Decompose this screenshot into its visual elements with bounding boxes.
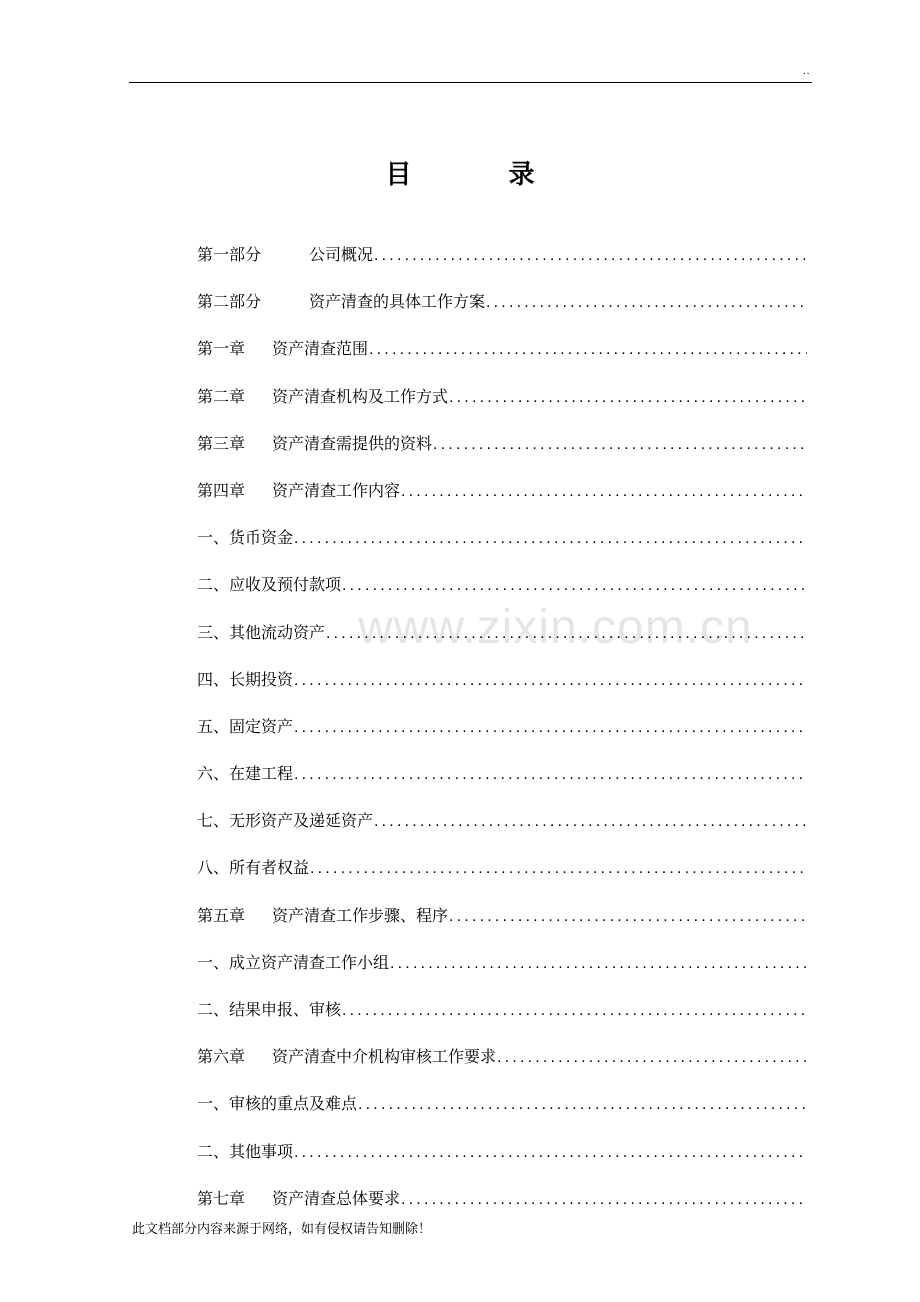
watermark: www.zixin.com.cn xyxy=(358,601,753,654)
dot-leader xyxy=(433,421,807,467)
toc-entry[interactable] xyxy=(197,325,807,372)
toc-entry-title: 一、审核的重点及难点 xyxy=(197,1094,358,1114)
toc-entry-title: 二、其他事项 xyxy=(197,1141,294,1161)
toc-entry[interactable] xyxy=(197,278,807,325)
toc-entry[interactable] xyxy=(197,750,807,797)
toc-entry[interactable] xyxy=(197,1175,807,1222)
toc-entry[interactable] xyxy=(197,797,807,844)
toc-entry[interactable] xyxy=(197,892,807,939)
toc-entry[interactable] xyxy=(197,703,807,750)
dot-leader xyxy=(449,893,807,939)
toc-entry[interactable] xyxy=(197,844,807,891)
toc-entry[interactable] xyxy=(197,420,807,467)
toc-entry-prefix: 第四章 xyxy=(197,480,246,500)
toc-entry[interactable] xyxy=(197,1033,807,1080)
dot-leader xyxy=(294,657,807,703)
dot-leader xyxy=(326,610,807,656)
toc-entry-title: 三、其他流动资产 xyxy=(197,622,326,642)
dot-leader xyxy=(342,987,807,1033)
dot-leader xyxy=(358,1081,807,1127)
page-title: 目 录 xyxy=(385,160,579,190)
toc-entry-prefix: 第三章 xyxy=(197,433,246,453)
toc-entry-title: 二、结果申报、审核 xyxy=(197,1000,342,1019)
toc-entry[interactable] xyxy=(197,514,807,561)
toc-entry-title: 八、所有者权益 xyxy=(197,858,310,878)
dot-leader xyxy=(342,562,807,608)
toc-entry[interactable] xyxy=(197,986,807,1033)
toc-entry-title: 六、在建工程 xyxy=(197,764,294,784)
toc-entry-title: 资产清查工作步骤、程序 xyxy=(272,905,449,925)
table-of-contents xyxy=(197,231,807,1222)
dot-leader xyxy=(401,1176,807,1222)
toc-entry-prefix: 第七章 xyxy=(197,1188,246,1208)
dot-leader xyxy=(374,232,807,278)
dot-leader xyxy=(401,468,807,514)
toc-entry[interactable] xyxy=(197,1128,807,1175)
dot-leader xyxy=(294,1129,807,1175)
toc-entry-title: 四、长期投资 xyxy=(197,669,294,689)
toc-entry-title: 七、无形资产及递延资产 xyxy=(197,811,374,831)
dot-leader xyxy=(497,1034,807,1080)
toc-entry-title: 资产清查需提供的资料 xyxy=(272,433,433,453)
toc-entry-prefix: 第五章 xyxy=(197,905,246,925)
dot-leader xyxy=(486,279,807,325)
toc-entry[interactable] xyxy=(197,656,807,703)
toc-entry-title: 一、货币资金 xyxy=(197,528,294,548)
toc-entry-prefix: 第六章 xyxy=(197,1047,246,1067)
dot-leader xyxy=(310,845,807,891)
header-rule xyxy=(129,82,812,83)
header-mark: .. xyxy=(803,66,811,77)
toc-entry-title: 资产清查中介机构审核工作要求 xyxy=(272,1047,497,1067)
toc-entry-title: 公司概况 xyxy=(309,245,374,264)
dot-leader xyxy=(294,515,807,561)
toc-entry-prefix: 第一章 xyxy=(197,339,246,359)
dot-leader xyxy=(374,798,807,844)
toc-entry-title: 资产清查范围 xyxy=(272,339,369,359)
toc-entry-title: 五、固定资产 xyxy=(197,716,294,736)
toc-entry-prefix: 第二部分 xyxy=(197,292,262,312)
dot-leader xyxy=(369,326,807,372)
toc-entry[interactable] xyxy=(197,609,807,656)
toc-entry-title: 资产清查工作内容 xyxy=(272,480,401,500)
toc-entry-title: 资产清查总体要求 xyxy=(272,1188,401,1208)
dot-leader xyxy=(390,940,807,986)
toc-entry[interactable] xyxy=(197,1080,807,1127)
toc-entry-title: 资产清查机构及工作方式 xyxy=(272,386,449,406)
toc-entry-prefix: 第一部分 xyxy=(197,245,262,264)
toc-entry[interactable] xyxy=(197,561,807,608)
dot-leader xyxy=(294,751,807,797)
toc-entry[interactable] xyxy=(197,231,807,278)
toc-entry[interactable] xyxy=(197,373,807,420)
toc-entry[interactable] xyxy=(197,467,807,514)
dot-leader xyxy=(294,704,807,750)
toc-entry-title: 一、成立资产清查工作小组 xyxy=(197,952,390,972)
toc-entry-title: 二、应收及预付款项 xyxy=(197,575,342,595)
toc-entry[interactable] xyxy=(197,939,807,986)
toc-entry-title: 资产清查的具体工作方案 xyxy=(309,292,486,312)
dot-leader xyxy=(449,374,807,420)
toc-entry-prefix: 第二章 xyxy=(197,386,246,406)
footer-disclaimer: 此文档部分内容来源于网络，如有侵权请告知删除！ xyxy=(132,1222,432,1237)
